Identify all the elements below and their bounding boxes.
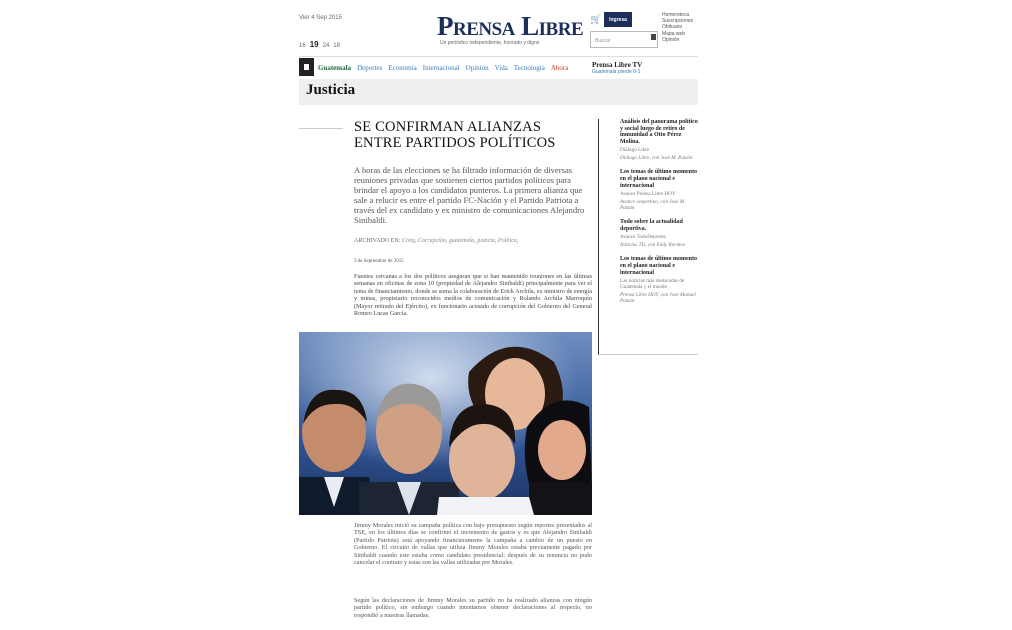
section-bar [299, 79, 698, 105]
sidebar-item-title[interactable]: Todo sobre la actualidad deportiva. [620, 219, 683, 232]
top-link-hemeroteca[interactable]: Hemeroteca [662, 12, 690, 18]
nav-item-ahora[interactable]: Ahora [550, 64, 569, 72]
weather-temps [299, 40, 340, 49]
temp-max: 19 [309, 40, 319, 49]
sidebar-item-link[interactable]: Diálogo Libre [620, 147, 650, 154]
article-body-paragraph: Fuentes cercanas a los dos políticos aseguran que si han mantenido reuniones en las últimas semanas en oficinas de zona 10 (propiedad de Alejandro Sinibaldi) principalmente para ver el tema de financiamiento, donde se suma la colaboración de Erick Archila, ex ministro de energía y minas, propietario reconocidos medios de comunicación y Rolando Archila Marroquín (Mayor retirado del Ejército), ex funcionario acusado de corrupción del Gobierno del General Romeo Lucas García. [354, 273, 592, 318]
sidebar-item-link[interactable]: Diálogo Libre, con José M. Patzán [620, 155, 693, 162]
sidebar-item[interactable] [620, 219, 698, 248]
nav-divider [299, 56, 698, 57]
article-tags [354, 238, 518, 244]
sidebar-item-title[interactable]: Los temas de último momento en el plano nacional e internacional [620, 256, 697, 276]
top-link-opinion[interactable]: Opinión [662, 36, 680, 43]
sidebar-item[interactable] [620, 169, 698, 211]
section-title: Justicia [306, 82, 356, 98]
sidebar-item-link[interactable]: Prensa Libre HOY, con José Manuel Patzán [620, 292, 696, 305]
nav-item-deportes[interactable]: Deportes [357, 64, 383, 72]
search-input[interactable]: Buscar [590, 31, 658, 48]
article-headline: SE CONFIRMAN ALIANZAS ENTRE PARTIDOS POLÍTICOS [354, 119, 556, 151]
tags-list[interactable]: Civiq, Corrupción, guatemala, justicia, Política, [401, 238, 519, 244]
sidebar-item-title[interactable]: Los temas de último momento en el plano nacional e internacional [620, 169, 697, 189]
cart-icon[interactable]: 🛒 [590, 14, 602, 24]
temp-min: 18 [333, 43, 340, 49]
top-link-mapa-web[interactable]: Mapa web [662, 30, 686, 37]
sidebar-item-link[interactable]: Avance Prensa Libre HOY [620, 191, 676, 198]
sidebar-item[interactable] [620, 256, 698, 304]
search-icon[interactable] [651, 34, 656, 40]
nav-item-internacional[interactable]: Internacional [422, 64, 460, 72]
tv-title[interactable]: Prensa Libre TV [592, 61, 643, 69]
sidebar-item-link[interactable]: Avance TodoDeportes [620, 234, 666, 241]
article-body-paragraph-2: Según las declaraciones de Jimmy Morales su partido no ha realizado alianzas con ningún partido político, sin embargo cuando intentamos obtener declaraciones al respecto, no respondió a nuestras llamadas. [354, 597, 592, 619]
article-photo [299, 332, 592, 515]
photo-caption: Jimmy Morales inició su campaña política con bajo presupuesto según reportes presentados al TSE, en los últimos días se confirmó el incremento de gastos y es que Alejandro Sinibaldi (Partido Patriota) está apoyando financieramente la campaña a cambio de un puesto en Gobierno. El circuito de vallas que utiliza Jimmy Morales estaba previamente pagado por Sinibaldi cuando este estaba como candidato presidencial; después de su renuncia no pudo cancelar el contrato y estas son las vallas utilizadas por Morales. [354, 522, 592, 567]
article-lead: A horas de las elecciones se ha filtrado información de diversas reuniones privadas que sostienen ciertos partidos políticos para brindar el apoyo a los candidatos punteros. La primera alianza que sale a relucir es entre el partido FC-Nación y el Partido Patriota a través del ex candidato y ex ministro de comunicaciones Alejandro Sinibaldi. [354, 165, 585, 225]
tags-label: ARCHIVADO EN: [354, 238, 401, 244]
temp-now: 16 [299, 43, 306, 49]
main-nav [318, 64, 568, 72]
header-date: Vier 4 Sep 2015 [299, 15, 342, 21]
politicians-photo-illustration [299, 332, 592, 515]
sidebar-item[interactable] [620, 119, 698, 161]
menu-icon[interactable] [299, 58, 314, 76]
sidebar-item-link[interactable]: Avance vespertino, con José M. Patzán [620, 199, 686, 212]
top-link-obituario[interactable]: Obituario [662, 24, 683, 31]
sidebar-item-title[interactable]: Análisis del panorama político y social luego de retiro de inmunidad a Otto Pérez Molina. [620, 119, 698, 145]
publish-date: 3 de Septiembre de 2015 [354, 259, 404, 264]
site-logo[interactable]: Prensa Libre [437, 11, 584, 41]
site-tagline: Un periódico independiente, honrado y digno [440, 40, 540, 46]
video-sidebar [598, 119, 698, 355]
top-link-suscripciones[interactable]: Suscripciones [662, 18, 694, 25]
top-links [662, 12, 693, 43]
article-divider [299, 128, 343, 129]
nav-item-tecnologia[interactable]: Tecnología [513, 64, 545, 72]
tv-subtitle[interactable]: Guatemala pierde 0-1 [592, 69, 641, 75]
nav-item-vida[interactable]: Vida [494, 64, 508, 72]
nav-item-opinion[interactable]: Opinión [465, 64, 489, 72]
sidebar-item-link[interactable]: Las noticias más destacadas de Guatemala y el mundo [620, 278, 685, 291]
temp-mid: 24 [322, 43, 330, 49]
nav-item-guatemala[interactable]: Guatemala [318, 64, 352, 72]
sidebar-item-link[interactable]: Noticias TD, con Eddy Recinos [620, 242, 685, 249]
nav-item-economia[interactable]: Economía [388, 64, 417, 72]
login-button[interactable]: Ingresa [604, 12, 632, 27]
